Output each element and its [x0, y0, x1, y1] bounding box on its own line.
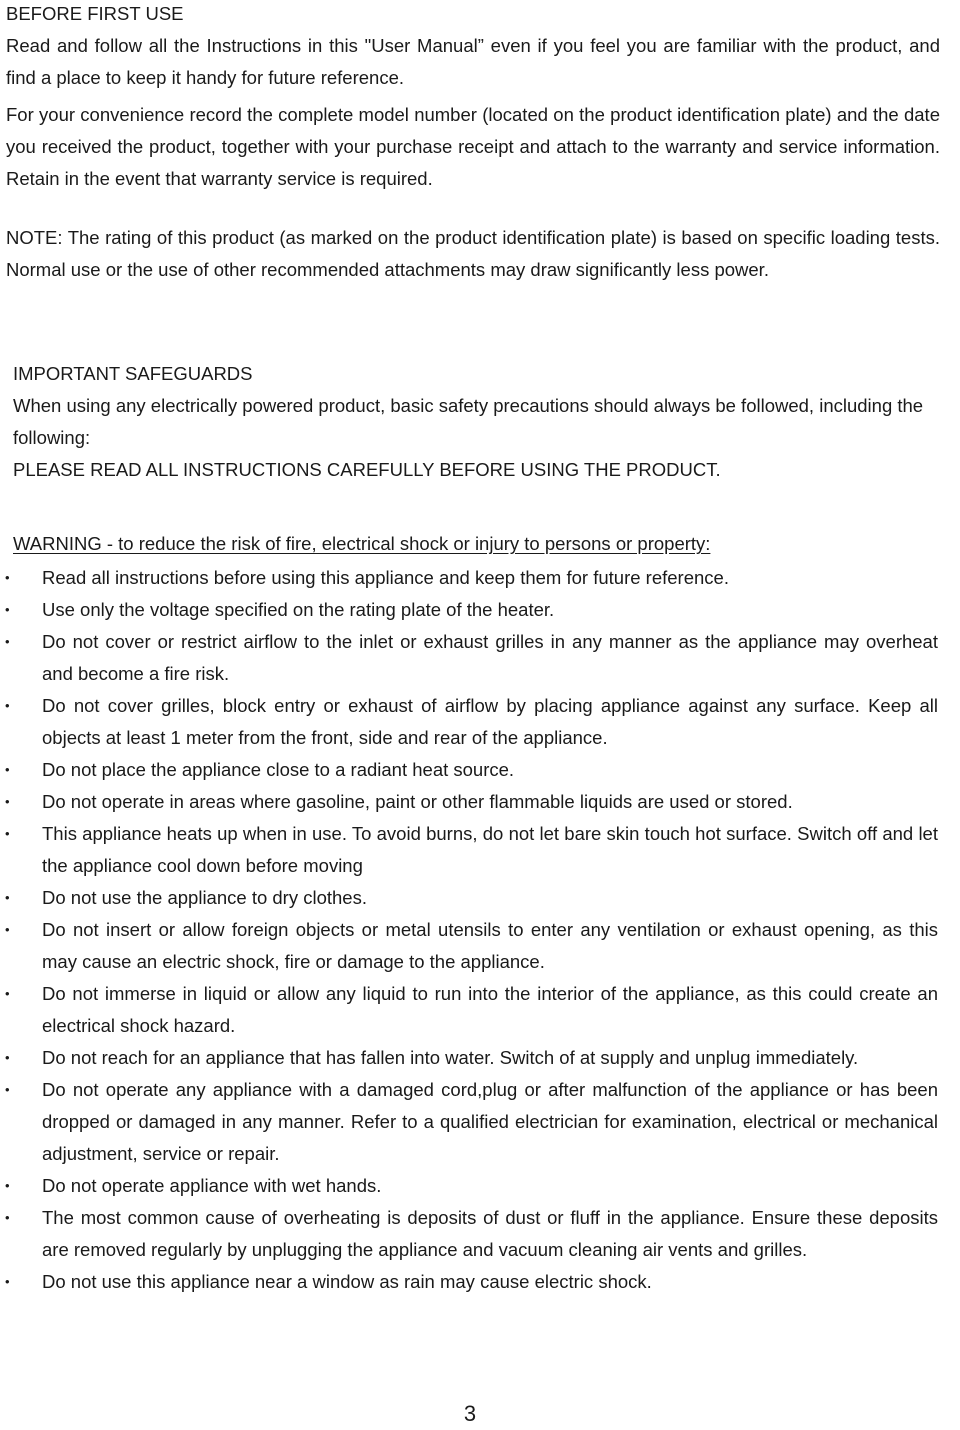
warning-item-text: Do not use this appliance near a window as rain may cause electric shock. — [42, 1271, 652, 1292]
warning-item — [0, 754, 960, 786]
bullet-dot-icon: • — [5, 602, 10, 617]
warning-heading: WARNING - to reduce the risk of fire, electrical shock or injury to persons or property: — [13, 533, 711, 554]
warning-item — [0, 818, 960, 882]
warning-item — [0, 690, 960, 754]
warning-item-text: Do not cover grilles, block entry or exhaust of airflow by placing appliance against any surface. Keep all objects at least 1 meter from the front, side and rear of the appliance. — [42, 695, 938, 748]
warning-item — [0, 786, 960, 818]
bullet-dot-icon: • — [5, 698, 10, 713]
warning-item — [0, 562, 960, 594]
warning-item-text: Do not operate in areas where gasoline, paint or other flammable liquids are used or stored. — [42, 791, 793, 812]
bullet-dot-icon: • — [5, 762, 10, 777]
warning-item-text: Do not insert or allow foreign objects or metal utensils to enter any ventilation or exhaust opening, as this may cause an electric shock, fire or damage to the appliance. — [42, 919, 938, 972]
note-section — [6, 222, 940, 286]
warning-item-text: Read all instructions before using this appliance and keep them for future reference. — [42, 567, 729, 588]
bullet-dot-icon: • — [5, 826, 10, 841]
before-first-use-heading: BEFORE FIRST USE — [6, 3, 184, 24]
warning-list — [0, 562, 960, 1298]
warning-item-text: Do not use the appliance to dry clothes. — [42, 887, 367, 908]
rating-note: NOTE: The rating of this product (as marked on the product identification plate) is based on specific loading tests. Normal use or the use of other recommended attachments may draw significantly less power. — [6, 227, 940, 280]
bullet-dot-icon: • — [5, 1082, 10, 1097]
warning-item-text: This appliance heats up when in use. To avoid burns, do not let bare skin touch hot surface. Switch off and let the appliance cool down before moving — [42, 823, 938, 876]
bullet-dot-icon: • — [5, 1210, 10, 1225]
warning-item — [0, 1202, 960, 1266]
warning-item-text: Do not operate appliance with wet hands. — [42, 1175, 382, 1196]
bullet-dot-icon: • — [5, 794, 10, 809]
warning-item — [0, 914, 960, 978]
bullet-dot-icon: • — [5, 1178, 10, 1193]
warning-item — [0, 1266, 960, 1298]
bullet-dot-icon: • — [5, 634, 10, 649]
before-first-use-paragraph-1: Read and follow all the Instructions in this "User Manual” even if you feel you are familiar with the product, and find a place to keep it handy for future reference. — [6, 35, 940, 88]
safeguards-intro: When using any electrically powered product, basic safety precautions should always be followed, including the following: — [13, 395, 924, 448]
bullet-dot-icon: • — [5, 1050, 10, 1065]
bullet-dot-icon: • — [5, 890, 10, 905]
warning-item — [0, 626, 960, 690]
warning-item-text: Do not place the appliance close to a radiant heat source. — [42, 759, 515, 780]
warning-item — [0, 1042, 960, 1074]
bullet-dot-icon: • — [5, 1274, 10, 1289]
warning-item — [0, 882, 960, 914]
important-safeguards-heading: IMPORTANT SAFEGUARDS — [13, 363, 253, 384]
bullet-dot-icon: • — [5, 986, 10, 1001]
before-first-use-paragraph-2: For your convenience record the complete model number (located on the product identification plate) and the date you received the product, together with your purchase receipt and attach to the warranty and service information. Retain in the event that warranty service is required. — [6, 104, 940, 189]
record-model-section — [6, 99, 940, 195]
important-safeguards-section — [13, 358, 938, 486]
warning-item-text: Do not operate any appliance with a damaged cord,plug or after malfunction of the appliance or has been dropped or damaged in any manner. Refer to a qualified electrician for examination, electrical or mechanical adjustment, service or repair. — [42, 1079, 938, 1164]
warning-item — [0, 594, 960, 626]
warning-item — [0, 1074, 960, 1170]
warning-item-text: Do not cover or restrict airflow to the inlet or exhaust grilles in any manner as the appliance may overheat and become a fire risk. — [42, 631, 938, 684]
warning-item-text: The most common cause of overheating is deposits of dust or fluff in the appliance. Ensure these deposits are removed regularly by unplugging the appliance and vacuum cleaning air vents and grilles. — [42, 1207, 938, 1260]
before-first-use-section — [6, 0, 940, 94]
warning-item-text: Do not reach for an appliance that has fallen into water. Switch of at supply and unplug immediately. — [42, 1047, 859, 1068]
page-number: 3 — [463, 1401, 477, 1426]
bullet-dot-icon: • — [5, 922, 10, 937]
read-instructions-emphasis: PLEASE READ ALL INSTRUCTIONS CAREFULLY BEFORE USING THE PRODUCT. — [13, 459, 721, 480]
warning-item-text: Use only the voltage specified on the rating plate of the heater. — [42, 599, 555, 620]
bullet-dot-icon: • — [5, 570, 10, 585]
warning-item-text: Do not immerse in liquid or allow any liquid to run into the interior of the appliance, as this could create an electrical shock hazard. — [42, 983, 938, 1036]
warning-item — [0, 978, 960, 1042]
warning-item — [0, 1170, 960, 1202]
